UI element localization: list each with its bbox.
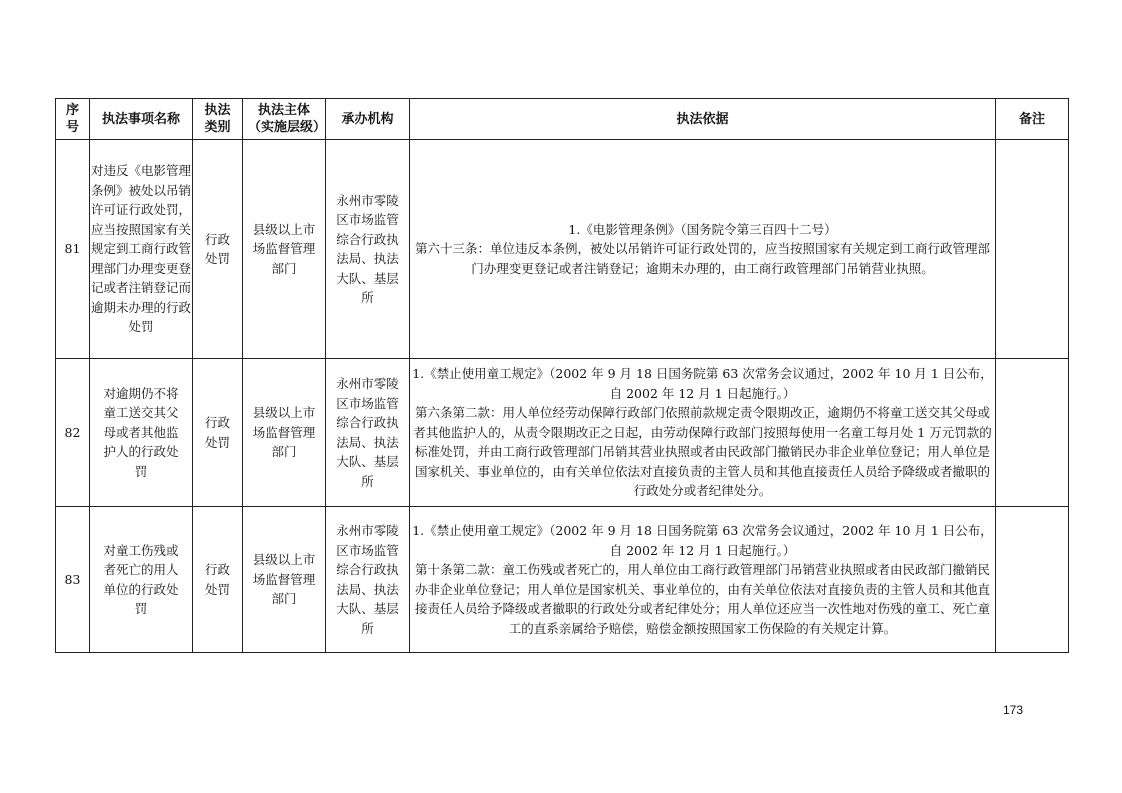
row-org: 永州市零陵区市场监管综合行政执法局、执法大队、基层所: [326, 140, 410, 359]
page-number: 173: [1003, 703, 1024, 717]
row-basis: 1.《电影管理条例》（国务院令第三百四十二号） 第六十三条：单位违反本条例，被处以吊销许可证行政处罚的，应当按照国家有关规定到工商行政管理部门办理变更登记或者注销登记；逾期未办理的，由工商行政管理部门吊销营业执照。: [410, 140, 996, 359]
header-type: 执法类别: [193, 99, 243, 140]
row-subject: 县级以上市场监督管理部门: [243, 140, 326, 359]
row-basis: 1.《禁止使用童工规定》（2002 年 9 月 18 日国务院第 63 次常务会议通过，2002 年 10 月 1 日公布，自 2002 年 12 月 1 日起施行。） 第十条第二款：童工伤残或者死亡的，用人单位由工商行政管理部门吊销营业执照或者由民政部门撤销民办非企业单位登记；用人单位是国家机关、事业单位的，由有关单位依法对直接负责的主管人员和其他直接责任人员给予降级或者撤职的行政处分或者纪律处分；用人单位还应当一次性地对伤残的童工、死亡童工的直系亲属给予赔偿，赔偿金额按照国家工伤保险的有关规定计算。: [410, 507, 996, 653]
table-row: [56, 507, 1069, 653]
row-no: 82: [56, 359, 90, 507]
header-basis: 执法依据: [410, 99, 996, 140]
row-org: 永州市零陵区市场监管综合行政执法局、执法大队、基层所: [326, 507, 410, 653]
enforcement-table: [55, 98, 1069, 653]
row-no: 81: [56, 140, 90, 359]
row-remark: [996, 140, 1069, 359]
header-name: 执法事项名称: [90, 99, 193, 140]
row-type: 行政处罚: [193, 359, 243, 507]
row-no: 83: [56, 507, 90, 653]
header-subject: 执法主体（实施层级）: [243, 99, 326, 140]
row-type: 行政处罚: [193, 140, 243, 359]
row-type: 行政处罚: [193, 507, 243, 653]
header-row: [56, 99, 1069, 140]
row-subject: 县级以上市场监督管理部门: [243, 507, 326, 653]
row-remark: [996, 359, 1069, 507]
header-remark: 备注: [996, 99, 1069, 140]
table-row: [56, 359, 1069, 507]
row-subject: 县级以上市场监督管理部门: [243, 359, 326, 507]
row-name: 对违反《电影管理条例》被处以吊销许可证行政处罚，应当按照国家有关规定到工商行政管理部门办理变更登记或者注销登记而逾期未办理的行政处罚: [90, 140, 193, 359]
row-basis: 1.《禁止使用童工规定》（2002 年 9 月 18 日国务院第 63 次常务会议通过，2002 年 10 月 1 日公布，自 2002 年 12 月 1 日起施行。） 第六条第二款：用人单位经劳动保障行政部门依照前款规定责令限期改正，逾期仍不将童工送交其父母或者其他监护人的，从责令限期改正之日起，由劳动保障行政部门按照每使用一名童工每月处 1 万元罚款的标准处罚，并由工商行政管理部门吊销其营业执照或者由民政部门撤销民办非企业单位登记；用人单位是国家机关、事业单位的，由有关单位依法对直接负责的主管人员和其他直接责任人员给予降级或者撤职的行政处分或者纪律处分。: [410, 359, 996, 507]
header-org: 承办机构: [326, 99, 410, 140]
table-row: [56, 140, 1069, 359]
row-remark: [996, 507, 1069, 653]
row-name: 对逾期仍不将童工送交其父母或者其他监护人的行政处罚: [90, 359, 193, 507]
row-org: 永州市零陵区市场监管综合行政执法局、执法大队、基层所: [326, 359, 410, 507]
header-no: 序号: [56, 99, 90, 140]
row-name: 对童工伤残或者死亡的用人单位的行政处罚: [90, 507, 193, 653]
